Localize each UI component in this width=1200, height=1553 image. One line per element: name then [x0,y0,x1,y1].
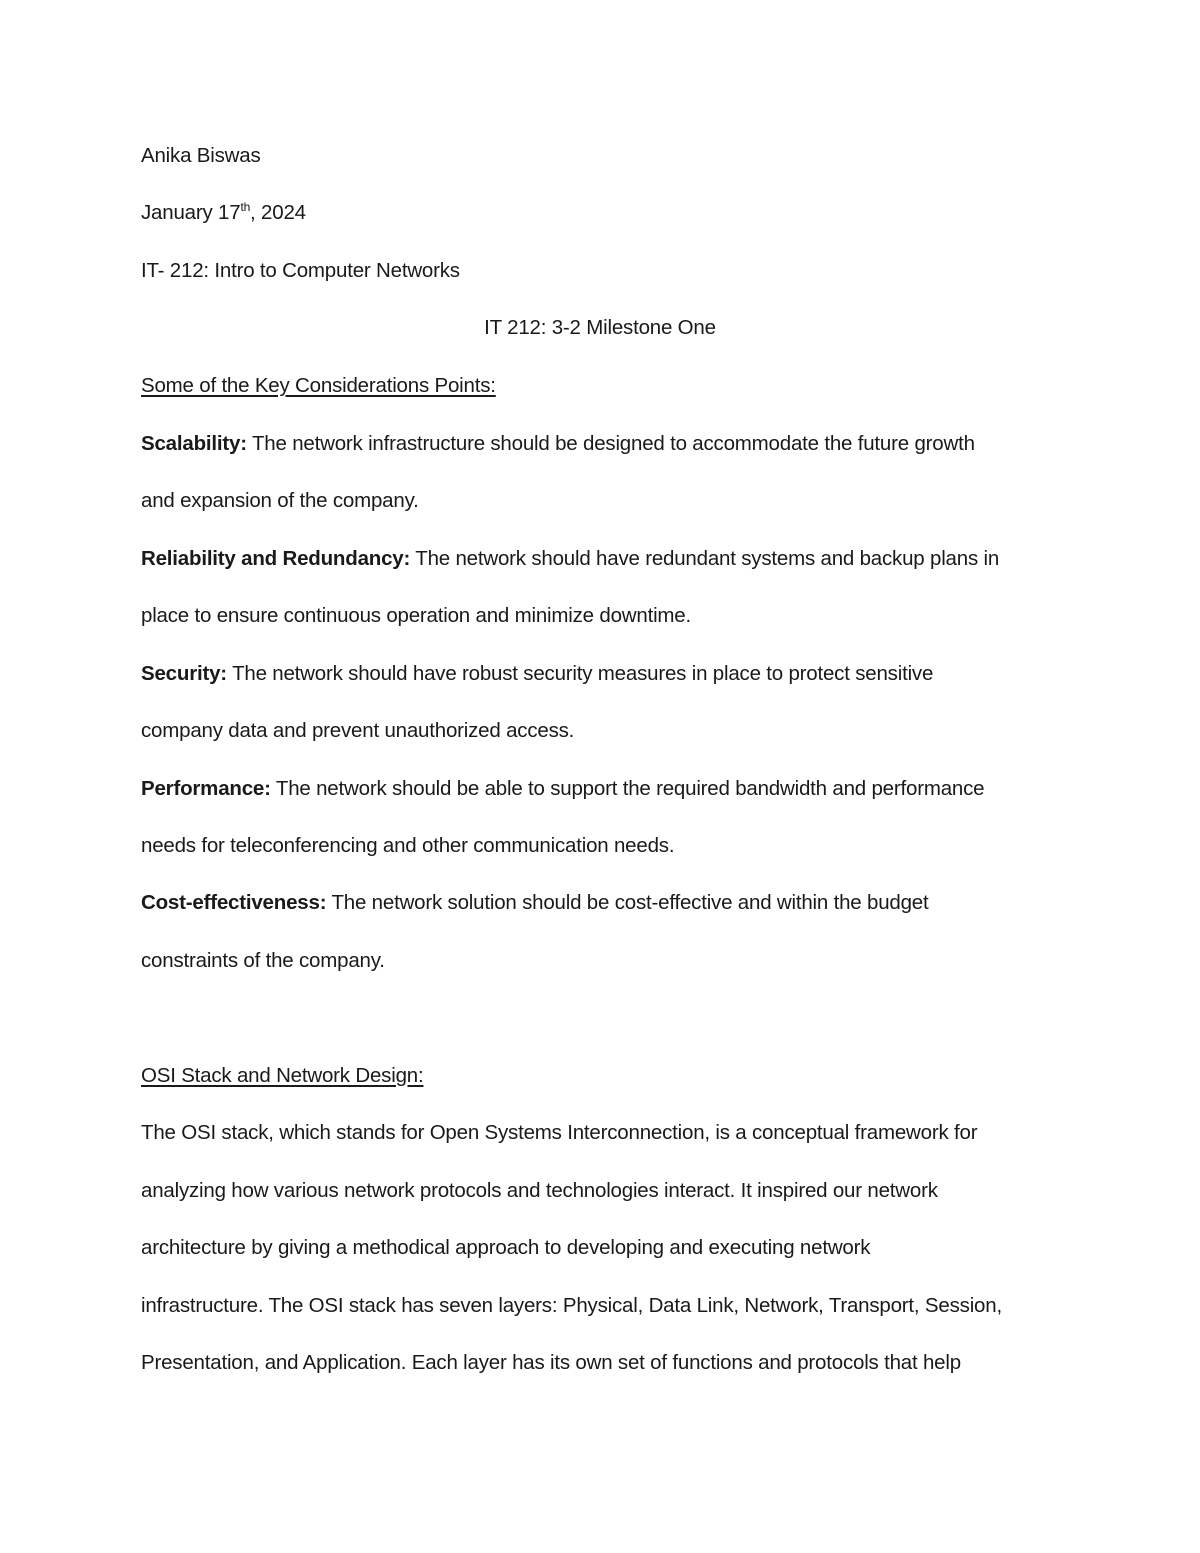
osi-paragraph-line: The OSI stack, which stands for Open Systems Interconnection, is a conceptual framework for [141,1121,978,1144]
performance-paragraph-line-2: needs for teleconferencing and other communication needs. [141,834,675,857]
reliability-paragraph-line-2: place to ensure continuous operation and minimize downtime. [141,604,691,627]
osi-paragraph-line: analyzing how various network protocols and technologies interact. It inspired our network [141,1179,938,1202]
security-paragraph-line-2: company data and prevent unauthorized access. [141,719,575,742]
security-text: The network should have robust security measures in place to protect sensitive [226,662,934,685]
course-name: IT- 212: Intro to Computer Networks [141,259,460,282]
scalability-term: Scalability: [141,432,247,455]
scalability-paragraph-line-2: and expansion of the company. [141,489,419,512]
osi-paragraph-line: Presentation, and Application. Each layer has its own set of functions and protocols that help [141,1351,961,1374]
reliability-term: Reliability and Redundancy: [141,547,411,570]
osi-paragraph-line: architecture by giving a methodical approach to developing and executing network [141,1236,871,1259]
scalability-paragraph-line-1 [141,432,975,456]
osi-heading: OSI Stack and Network Design: [141,1064,424,1087]
reliability-text: The network should have redundant systems and backup plans in [410,547,1000,570]
osi-paragraph-line: infrastructure. The OSI stack has seven layers: Physical, Data Link, Network, Transport, Session, [141,1294,1002,1317]
date-superscript: th [240,200,251,214]
date-prefix: January 17 [141,201,241,224]
performance-text: The network should be able to support the required bandwidth and performance [270,777,985,800]
security-paragraph-line-1 [141,662,933,686]
date-suffix: , 2024 [250,201,306,224]
considerations-heading: Some of the Key Considerations Points: [141,374,496,397]
performance-term: Performance: [141,777,271,800]
scalability-text: The network infrastructure should be designed to accommodate the future growth [246,432,975,455]
performance-paragraph-line-1 [141,777,984,801]
author-name: Anika Biswas [141,144,261,167]
reliability-paragraph-line-1 [141,547,999,571]
cost-paragraph-line-2: constraints of the company. [141,949,385,972]
date-line [141,201,306,225]
document-title: IT 212: 3-2 Milestone One [484,316,716,339]
security-term: Security: [141,662,227,685]
cost-paragraph-line-1 [141,891,929,915]
cost-term: Cost-effectiveness: [141,891,327,914]
cost-text: The network solution should be cost-effective and within the budget [326,891,929,914]
